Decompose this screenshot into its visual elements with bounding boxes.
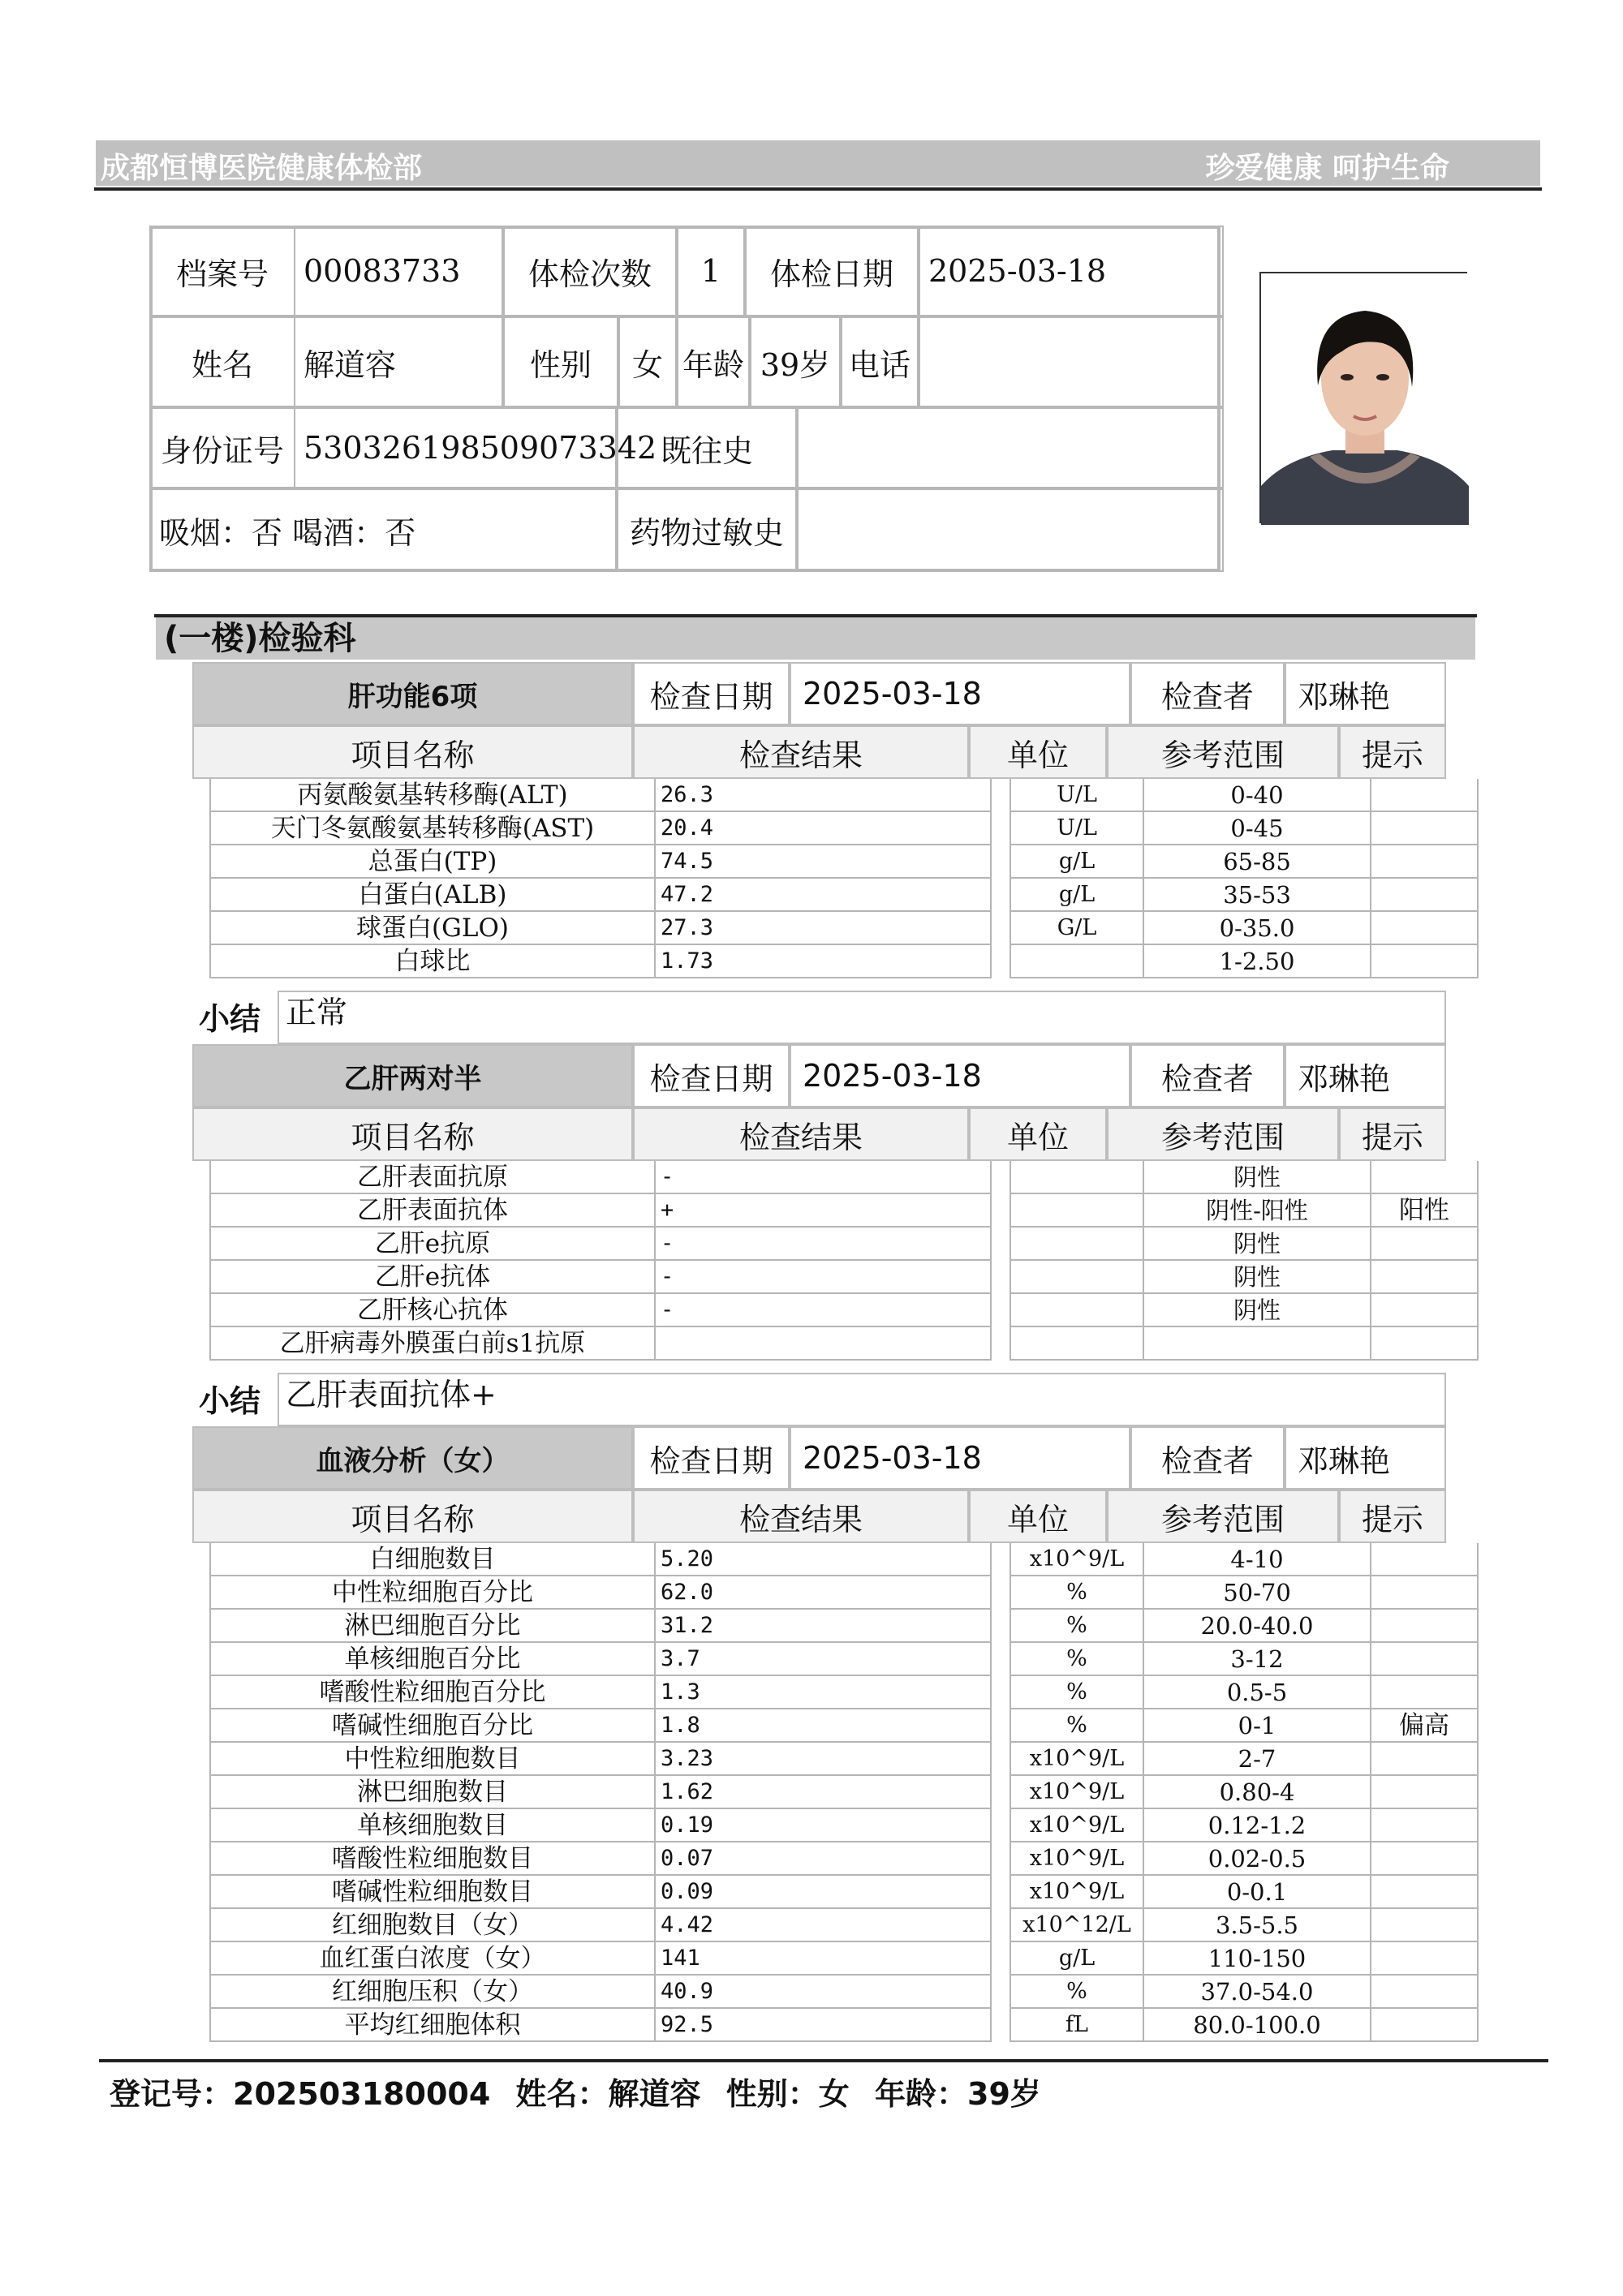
item-name: 乙肝e抗原 [209,1228,656,1261]
ref-range: 0-35.0 [1144,912,1371,945]
portrait-illustration [1261,273,1469,525]
panel-title: 肝功能6项 [192,662,633,725]
unit [1010,1228,1144,1261]
col-result: 检查结果 [633,1490,969,1543]
ref-range: 0-1 [1144,1709,1371,1743]
item-name: 乙肝核心抗体 [209,1294,656,1327]
table-row [209,1194,1479,1228]
ref-range: 阴性 [1144,1294,1371,1327]
smoke-drink: 吸烟：否 喝酒：否 [149,488,617,572]
page-header [96,140,1540,186]
summary-label: 小结 [199,1383,261,1419]
header-divider [94,187,1542,191]
unit: x10^12/L [1010,1909,1144,1942]
result-value: 1.3 [656,1676,992,1709]
hint [1371,1909,1479,1942]
ref-range: 0.80-4 [1144,1776,1371,1809]
hint [1371,1261,1479,1294]
item-name: 中性粒细胞数目 [209,1743,656,1776]
col-unit: 单位 [969,1490,1107,1543]
patient-info-grid [149,226,1220,572]
unit: x10^9/L [1010,1842,1144,1876]
result-value: 26.3 [656,779,992,812]
table-row [209,1643,1479,1676]
ref-range: 阴性 [1144,1161,1371,1194]
col-ref: 参考范围 [1107,1107,1339,1161]
hint [1371,1161,1479,1194]
table-row [209,1976,1479,2009]
result-table [209,1543,1479,2042]
visits-value: 1 [677,226,745,316]
result-value [656,1327,992,1361]
hint [1371,1676,1479,1709]
item-name: 红细胞数目（女） [209,1909,656,1942]
hint [1371,845,1479,879]
item-name: 丙氨酸氨基转移酶(ALT) [209,779,656,812]
result-value: 92.5 [656,2009,992,2042]
item-name: 白蛋白(ALB) [209,879,656,912]
ref-range: 20.0-40.0 [1144,1610,1371,1643]
unit: % [1010,1709,1144,1743]
ref-range: 35-53 [1144,879,1371,912]
result-table [209,779,1479,978]
table-row [209,1676,1479,1709]
hint [1371,1842,1479,1876]
hint [1371,1327,1479,1361]
table-row [209,1942,1479,1976]
hint: 阳性 [1371,1194,1479,1228]
table-row [209,1294,1479,1327]
hint [1371,1743,1479,1776]
table-row [209,1228,1479,1261]
item-name: 血红蛋白浓度（女） [209,1942,656,1976]
exam-date-label: 体检日期 [745,226,919,316]
hint [1371,812,1479,845]
col-unit: 单位 [969,725,1107,779]
patient-photo [1259,272,1467,523]
unit: x10^9/L [1010,1543,1144,1576]
age-value: 39岁 [750,316,841,407]
unit: % [1010,1976,1144,2009]
gender-label: 性别 [503,316,618,407]
result-value: 0.19 [656,1809,992,1842]
item-name: 白球比 [209,945,656,978]
table-row [209,1161,1479,1194]
check-date-value: 2025-03-18 [790,1044,1130,1107]
panel-title: 乙肝两对半 [192,1044,633,1107]
hint [1371,879,1479,912]
col-hint: 提示 [1339,725,1446,779]
footer-gender: 性别：女 [725,2076,850,2112]
id-label: 身份证号 [149,407,295,488]
table-row [209,1610,1479,1643]
ref-range: 0.12-1.2 [1144,1809,1371,1842]
result-value: 74.5 [656,845,992,879]
result-value: 5.20 [656,1543,992,1576]
result-value: 1.62 [656,1776,992,1809]
ref-range [1144,1327,1371,1361]
exam-date-value: 2025-03-18 [919,226,1224,316]
ref-range: 50-70 [1144,1576,1371,1610]
col-unit: 单位 [969,1107,1107,1161]
result-value: - [656,1294,992,1327]
col-ref: 参考范围 [1107,1490,1339,1543]
item-name: 乙肝病毒外膜蛋白前s1抗原 [209,1327,656,1361]
allergy-value [797,488,1224,572]
hint [1371,779,1479,812]
footer-reg-no: 登记号：202503180004 [110,2076,491,2112]
history-value [797,407,1224,488]
unit: % [1010,1576,1144,1610]
result-value: + [656,1194,992,1228]
item-name: 天门冬氨酸氨基转移酶(AST) [209,812,656,845]
unit [1010,945,1144,978]
ref-range: 3.5-5.5 [1144,1909,1371,1942]
unit: U/L [1010,812,1144,845]
table-row [209,1261,1479,1294]
ref-range: 65-85 [1144,845,1371,879]
result-value: 1.8 [656,1709,992,1743]
table-row [209,1809,1479,1842]
result-value: 31.2 [656,1610,992,1643]
result-value: 0.09 [656,1876,992,1909]
table-row [209,1909,1479,1942]
unit: % [1010,1676,1144,1709]
hint [1371,1543,1479,1576]
visits-label: 体检次数 [503,226,677,316]
table-row [209,1776,1479,1809]
hint [1371,1294,1479,1327]
hint [1371,1942,1479,1976]
col-ref: 参考范围 [1107,725,1339,779]
summary-value: 乙肝表面抗体+ [278,1373,1446,1426]
hint [1371,1809,1479,1842]
unit: fL [1010,2009,1144,2042]
footer-age: 年龄：39岁 [875,2076,1041,2112]
item-name: 平均红细胞体积 [209,2009,656,2042]
table-row [209,1543,1479,1576]
check-date-label: 检查日期 [633,1426,790,1490]
check-date-value: 2025-03-18 [790,1426,1130,1490]
check-date-value: 2025-03-18 [790,662,1130,725]
unit [1010,1327,1144,1361]
table-row [209,1576,1479,1610]
result-value: - [656,1161,992,1194]
hint [1371,1228,1479,1261]
page-footer [110,2069,1056,2113]
item-name: 白细胞数目 [209,1543,656,1576]
slogan: 珍爱健康 呵护生命 [1205,152,1449,185]
unit [1010,1261,1144,1294]
checker-label: 检查者 [1130,1426,1285,1490]
check-date-label: 检查日期 [633,662,790,725]
checker-label: 检查者 [1130,662,1285,725]
result-value: 40.9 [656,1976,992,2009]
result-table [209,1161,1479,1361]
ref-range: 0-45 [1144,812,1371,845]
hint [1371,1976,1479,2009]
item-name: 乙肝表面抗原 [209,1161,656,1194]
table-row [209,2009,1479,2042]
col-item-name: 项目名称 [192,725,633,779]
checker-value: 邓琳艳 [1285,1044,1446,1107]
ref-range: 0.02-0.5 [1144,1842,1371,1876]
section-title: (一楼)检验科 [156,617,1475,660]
result-value: 62.0 [656,1576,992,1610]
unit: x10^9/L [1010,1809,1144,1842]
unit: g/L [1010,879,1144,912]
ref-range: 0.5-5 [1144,1676,1371,1709]
unit: x10^9/L [1010,1776,1144,1809]
phone-label: 电话 [841,316,919,407]
item-name: 嗜酸性粒细胞数目 [209,1842,656,1876]
ref-range: 80.0-100.0 [1144,2009,1371,2042]
ref-range: 阴性 [1144,1228,1371,1261]
ref-range: 阴性 [1144,1261,1371,1294]
col-item-name: 项目名称 [192,1490,633,1543]
id-value: 530326198509073342 [294,407,617,488]
item-name: 球蛋白(GLO) [209,912,656,945]
ref-range: 37.0-54.0 [1144,1976,1371,2009]
hospital-name: 成都恒博医院健康体检部 [101,152,423,185]
unit: g/L [1010,1942,1144,1976]
unit: % [1010,1610,1144,1643]
item-name: 乙肝表面抗体 [209,1194,656,1228]
age-label: 年龄 [677,316,750,407]
footer-name: 姓名：解道容 [515,2076,701,2112]
result-value: - [656,1228,992,1261]
result-value: - [656,1261,992,1294]
ref-range: 110-150 [1144,1942,1371,1976]
result-value: 0.07 [656,1842,992,1876]
col-hint: 提示 [1339,1107,1446,1161]
checker-value: 邓琳艳 [1285,662,1446,725]
hint [1371,1876,1479,1909]
ref-range: 4-10 [1144,1543,1371,1576]
checker-label: 检查者 [1130,1044,1285,1107]
hint: 偏高 [1371,1709,1479,1743]
table-row [209,779,1479,812]
table-row [209,1876,1479,1909]
unit [1010,1294,1144,1327]
item-name: 乙肝e抗体 [209,1261,656,1294]
ref-range: 3-12 [1144,1643,1371,1676]
item-name: 嗜碱性粒细胞数目 [209,1876,656,1909]
result-value: 1.73 [656,945,992,978]
hint [1371,1643,1479,1676]
col-result: 检查结果 [633,1107,969,1161]
table-row [209,879,1479,912]
item-name: 单核细胞百分比 [209,1643,656,1676]
name-value: 解道容 [294,316,503,407]
col-result: 检查结果 [633,725,969,779]
ref-range: 阴性-阳性 [1144,1194,1371,1228]
panel-title: 血液分析（女） [192,1426,633,1490]
result-value: 47.2 [656,879,992,912]
col-hint: 提示 [1339,1490,1446,1543]
table-row [209,1327,1479,1361]
hint [1371,1776,1479,1809]
unit: x10^9/L [1010,1743,1144,1776]
checker-value: 邓琳艳 [1285,1426,1446,1490]
summary-value: 正常 [278,991,1446,1044]
table-row [209,812,1479,845]
col-item-name: 项目名称 [192,1107,633,1161]
hint [1371,945,1479,978]
ref-range: 2-7 [1144,1743,1371,1776]
result-value: 141 [656,1942,992,1976]
result-value: 27.3 [656,912,992,945]
table-row [209,1743,1479,1776]
unit: x10^9/L [1010,1876,1144,1909]
unit: G/L [1010,912,1144,945]
ref-range: 0-40 [1144,779,1371,812]
file-no-label: 档案号 [149,226,295,316]
history-label: 既往史 [617,407,797,488]
unit [1010,1161,1144,1194]
item-name: 中性粒细胞百分比 [209,1576,656,1610]
item-name: 红细胞压积（女） [209,1976,656,2009]
table-row [209,1842,1479,1876]
table-row [209,912,1479,945]
check-date-label: 检查日期 [633,1044,790,1107]
hint [1371,1610,1479,1643]
ref-range: 0-0.1 [1144,1876,1371,1909]
item-name: 总蛋白(TP) [209,845,656,879]
item-name: 嗜碱性细胞百分比 [209,1709,656,1743]
unit: U/L [1010,779,1144,812]
hint [1371,2009,1479,2042]
unit [1010,1194,1144,1228]
hint [1371,1576,1479,1610]
summary-label: 小结 [199,1001,261,1037]
result-value: 3.23 [656,1743,992,1776]
result-value: 3.7 [656,1643,992,1676]
ref-range: 1-2.50 [1144,945,1371,978]
file-no-value: 00083733 [294,226,503,316]
table-row [209,845,1479,879]
unit: % [1010,1643,1144,1676]
result-value: 20.4 [656,812,992,845]
allergy-label: 药物过敏史 [617,488,797,572]
item-name: 淋巴细胞百分比 [209,1610,656,1643]
table-row [209,945,1479,978]
footer-divider [99,2059,1548,2062]
unit: g/L [1010,845,1144,879]
hint [1371,912,1479,945]
result-value: 4.42 [656,1909,992,1942]
table-row [209,1709,1479,1743]
item-name: 单核细胞数目 [209,1809,656,1842]
name-label: 姓名 [149,316,295,407]
phone-value [919,316,1224,407]
gender-value: 女 [618,316,677,407]
item-name: 淋巴细胞数目 [209,1776,656,1809]
item-name: 嗜酸性粒细胞百分比 [209,1676,656,1709]
